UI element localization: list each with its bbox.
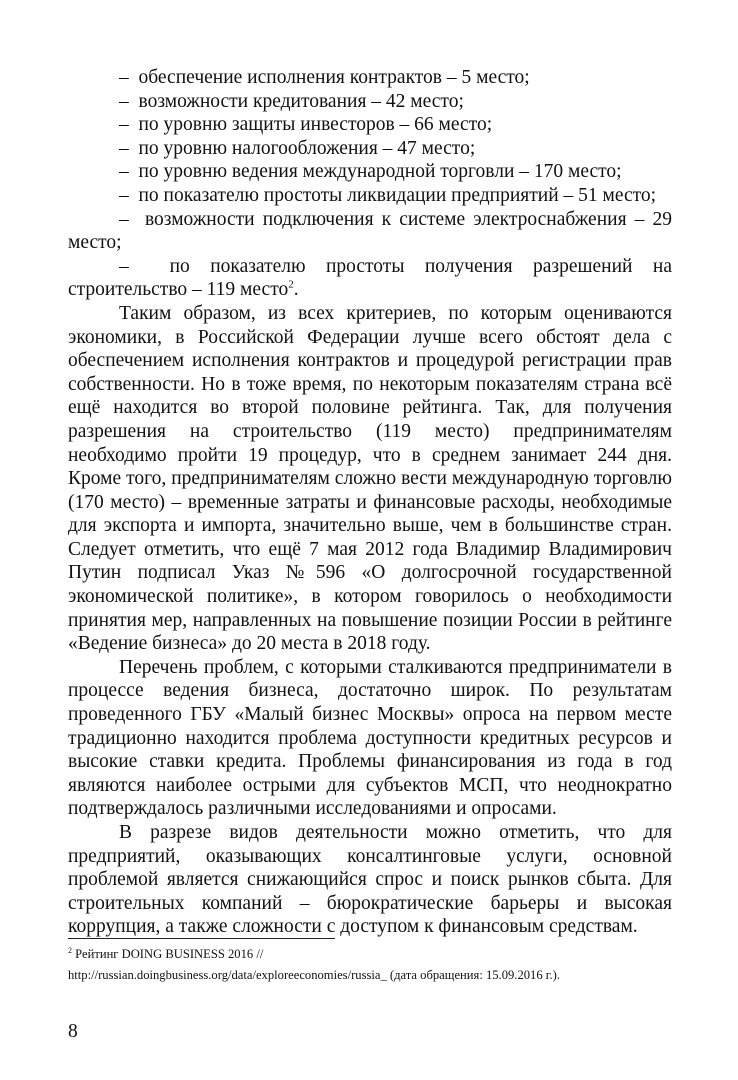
list-item: – по уровню налогообложения – 47 место; [68, 137, 672, 161]
list-item-with-footnote: – по показателю простоты получения разрешений на строительство – 119 место$^2$. [68, 255, 672, 302]
paragraph: Таким образом, из всех критериев, по которым оцениваются экономики, в Российской Федерации лучше всего обстоят дела с обеспечением исполнения контрактов и процедурой регистрации прав собственности. Но в тоже время, по некоторым показателям страна всё ещё находится во второй половине рейтинга. Так, для получения разрешения на строительство (119 место) предпринимателям необходимо пройти 19 процедур, что в среднем занимает 244 дня. Кроме того, предпринимателям сложно вести международную торговлю (170 место) – временные затраты и финансовые расходы, необходимые для экспорта и импорта, значительно выше, чем в большинстве стран. Следует отметить, что ещё 7 мая 2012 года Владимир Владимирович Путин подписал Указ №596 «О долгосрочной государственной экономической политике», в котором говорилось о необходимости принятия мер, направленных на повышение позиции России в рейтинге «Ведение бизнеса» до 20 места в 2018 году. [68, 302, 672, 655]
footnote-text: Рейтинг DOING BUSINESS 2016 // [75, 947, 264, 961]
paragraph: Перечень проблем, с которыми сталкиваются предприниматели в процессе ведения бизнеса, достаточно широк. По результатам проведенного ГБУ «Малый бизнес Москвы» опроса на первом месте традиционно находится проблема доступности кредитных ресурсов и высокие ставки кредита. Проблемы финансирования из года в год являются наиболее острыми для субъектов МСП, что неоднократно подтверждалось различными исследованиями и опросами. [68, 656, 672, 820]
list-item: – возможности подключения к системе электроснабжения – 29 место; [68, 208, 672, 255]
list-item-text: по показателю простоты получения разрешений на строительство – 119 место [68, 255, 672, 301]
list-item: – обеспечение исполнения контрактов – 5 место; [68, 66, 672, 90]
list-item: – по уровню защиты инвесторов – 66 место; [68, 113, 672, 137]
list-item: – возможности кредитования – 42 место; [68, 90, 672, 114]
footnote-reference: 2 [288, 278, 294, 291]
paragraph: В разрезе видов деятельности можно отметить, что для предприятий, оказывающих консалтинговые услуги, основной проблемой является снижающийся спрос и поиск рынков сбыта. Для строительных компаний – бюрократические барьеры и высокая коррупция, а также сложности с доступом к финансовым средствам. [68, 822, 672, 938]
page-number: 8 [68, 1021, 78, 1042]
list-item: – по уровню ведения международной торговли – 170 место; [68, 160, 672, 184]
footnote-line-2: http://russian.doingbusiness.org/data/exploreeconomies/russia_ (дата обращения: 15.09.2016 г.). [68, 968, 561, 982]
body-text [68, 66, 672, 939]
footnote-number: 2 [68, 945, 72, 955]
footnote-separator [68, 938, 335, 939]
footnote-line-1 [68, 946, 672, 962]
list-item: – по показателю простоты ликвидации предприятий – 51 место; [68, 184, 672, 208]
